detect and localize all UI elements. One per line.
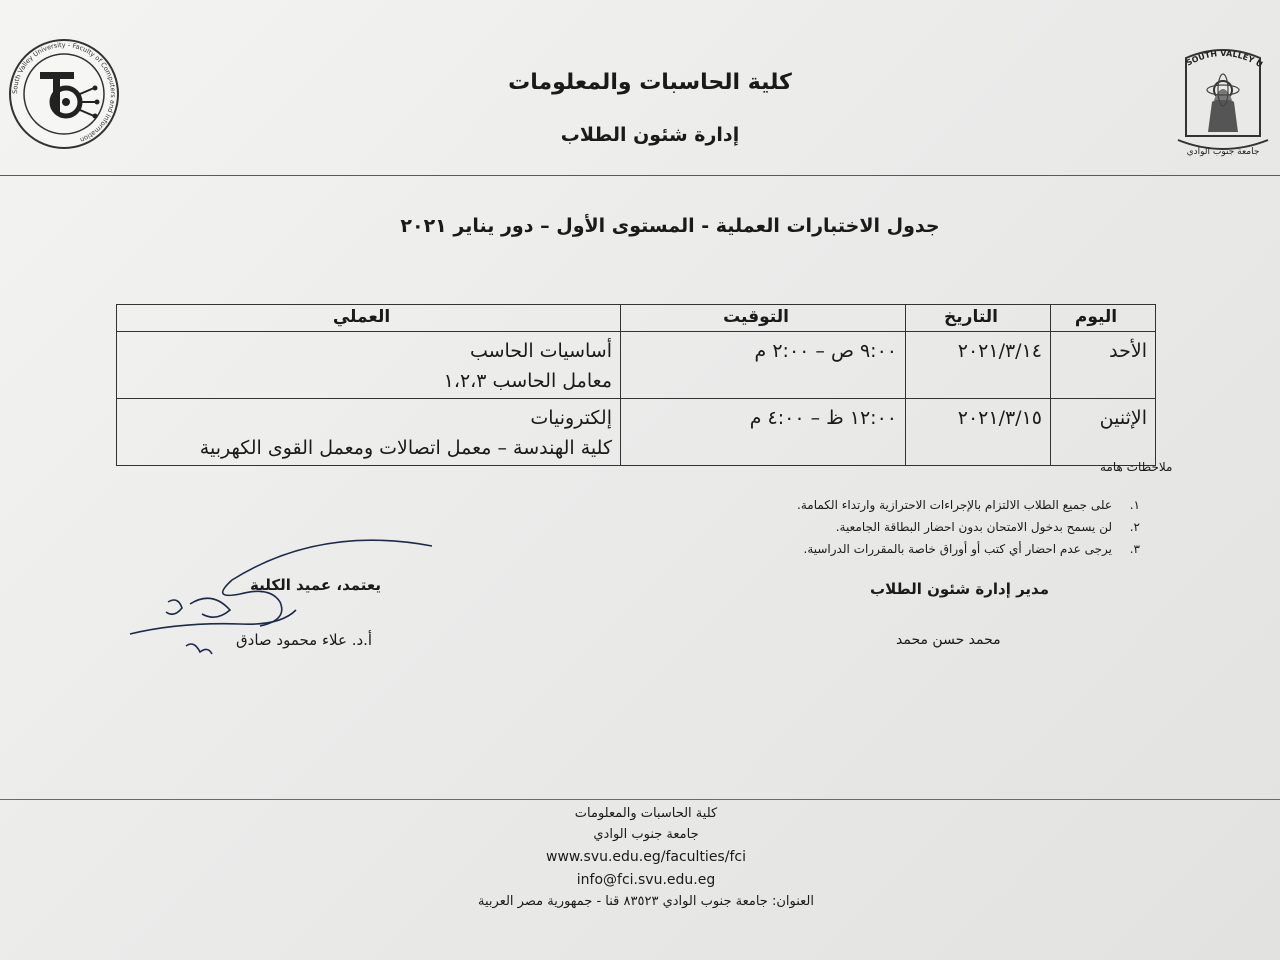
note-number: ٢. (1129, 520, 1140, 534)
cell-time: ١٢:٠٠ ظ – ٤:٠٠ م (621, 399, 906, 466)
dean-name: أ.د. علاء محمود صادق (236, 631, 373, 649)
university-logo-text: SOUTH VALLEY U (1184, 48, 1265, 70)
cell-day: الأحد (1051, 332, 1156, 399)
faculty-logo-text: South Valley University - Faculty of Computers and Information (10, 40, 118, 144)
footer-university: جامعة جنوب الوادي (593, 827, 699, 842)
note-text: على جميع الطلاب الالتزام بالإجراءات الاحترازية وارتداء الكمامة. (797, 498, 1112, 512)
document-title: جدول الاختبارات العملية - المستوى الأول – دور يناير ٢٠٢١ (400, 215, 940, 237)
manager-name: محمد حسن محمد (896, 632, 1001, 648)
table-row (117, 332, 1156, 399)
note-text: لن يسمح بدخول الامتحان بدون احضار البطاقة الجامعية. (835, 520, 1112, 534)
manager-label: مدير إدارة شئون الطلاب (870, 580, 1049, 598)
header-divider (0, 175, 1280, 176)
list-item (740, 516, 1140, 538)
department-name: إدارة شئون الطلاب (560, 124, 740, 146)
notes-title: ملاحظات هامة (1100, 460, 1173, 474)
footer-email-link[interactable]: info@fci.svu.edu.eg (576, 872, 716, 888)
footer-website-link[interactable]: www.svu.edu.eg/faculties/fci (546, 849, 746, 865)
note-number: ٣. (1129, 542, 1140, 556)
cell-location: معامل الحاسب ١،٢،٣ (443, 370, 612, 392)
list-item (740, 538, 1140, 560)
table-header-row (117, 305, 1156, 332)
cell-time: ٩:٠٠ ص – ٢:٠٠ م (621, 332, 906, 399)
university-logo-caption: جامعة جنوب الوادي (1186, 147, 1260, 157)
cell-date: ٢٠٢١/٣/١٤ (906, 332, 1051, 399)
header-practical: العملي (117, 305, 621, 332)
cell-practical (117, 332, 621, 399)
header-day: اليوم (1051, 305, 1156, 332)
table-row (117, 399, 1156, 466)
dean-signature (120, 530, 440, 670)
note-number: ١. (1129, 498, 1140, 512)
cell-day: الإثنين (1051, 399, 1156, 466)
footer-divider (0, 799, 1280, 800)
cell-subject: أساسيات الحاسب (469, 340, 612, 362)
cell-location: كلية الهندسة – معمل اتصالات ومعمل القوى الكهربية (199, 437, 612, 459)
faculty-name: كلية الحاسبات والمعلومات (508, 70, 792, 95)
footer-faculty: كلية الحاسبات والمعلومات (574, 806, 718, 821)
exam-schedule-table (116, 304, 1156, 466)
cell-date: ٢٠٢١/٣/١٥ (906, 399, 1051, 466)
cell-practical (117, 399, 621, 466)
note-text: يرجى عدم احضار أي كتب أو أوراق خاصة بالمقررات الدراسية. (803, 542, 1112, 556)
list-item (740, 494, 1140, 516)
header-time: التوقيت (621, 305, 906, 332)
header-date: التاريخ (906, 305, 1051, 332)
footer-address: العنوان: جامعة جنوب الوادي ٨٣٥٢٣ قنا - جمهورية مصر العربية (478, 894, 814, 909)
dean-approval-label: يعتمد، عميد الكلية (250, 576, 382, 594)
cell-subject: إلكترونيات (530, 407, 612, 429)
notes-list (740, 494, 1140, 560)
